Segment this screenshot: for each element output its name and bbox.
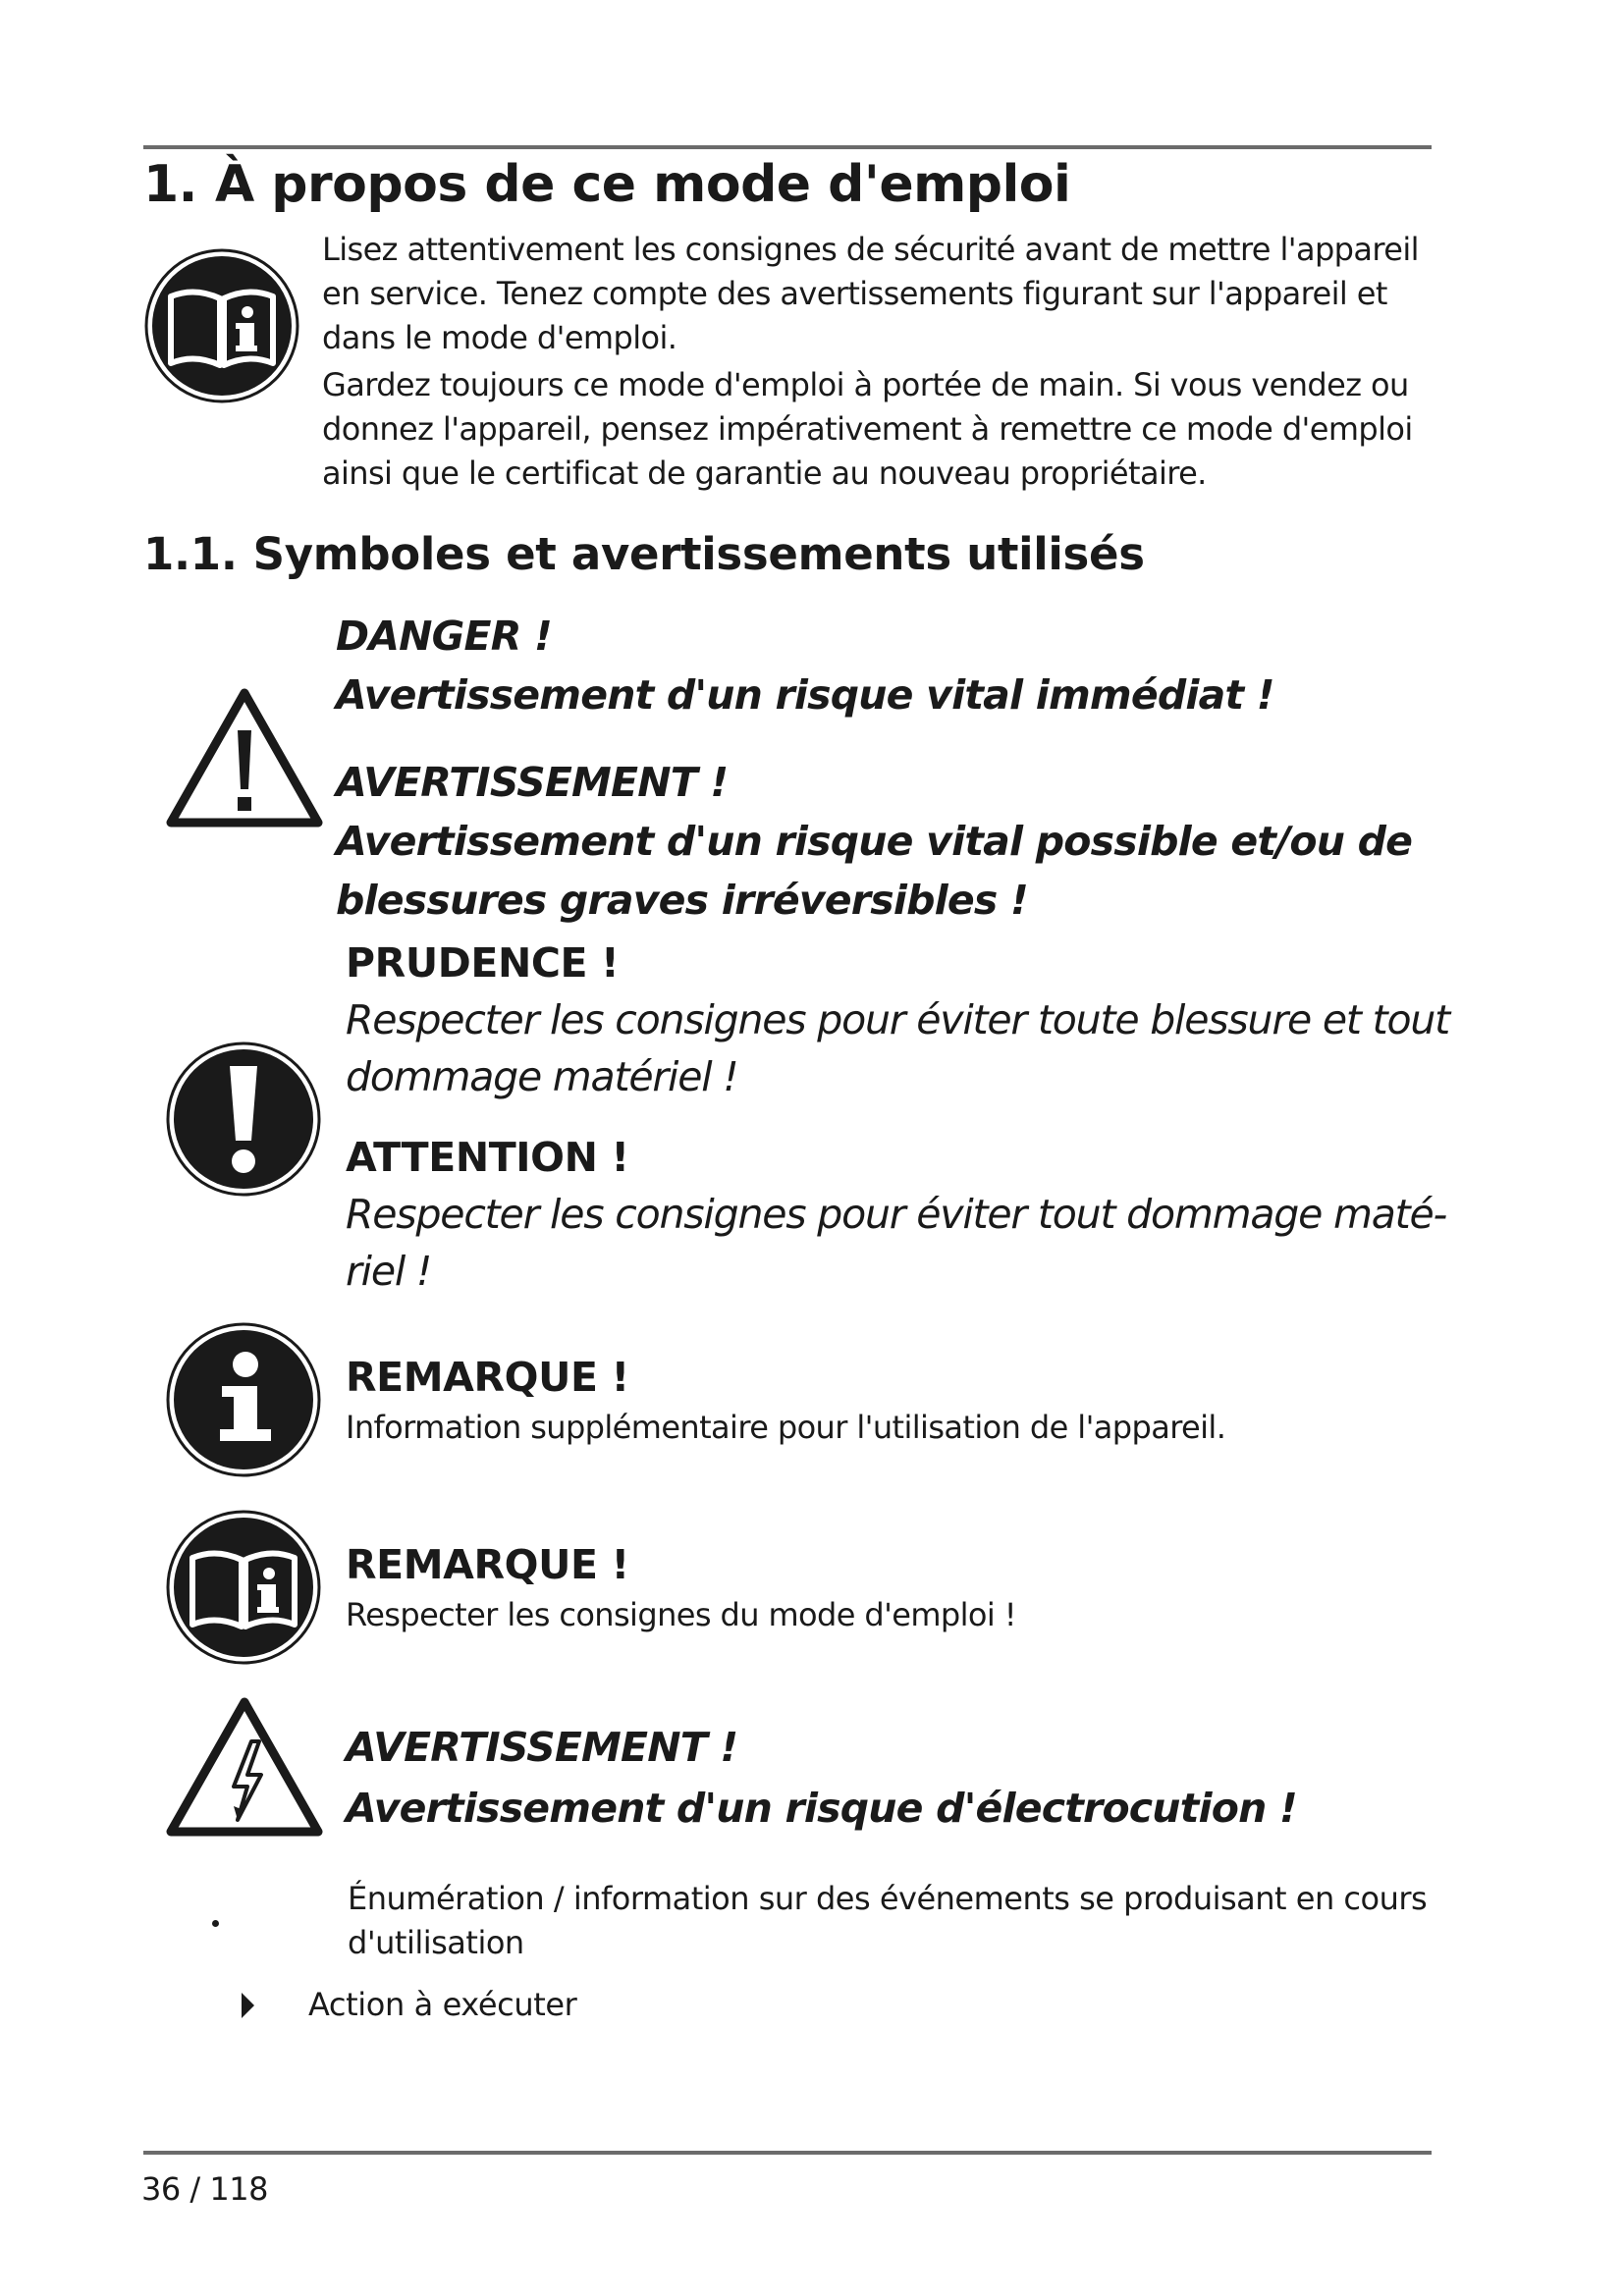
electric-title: AVERTISSEMENT ! bbox=[346, 1724, 738, 1771]
section-title: À propos de ce mode d'emploi bbox=[214, 155, 1071, 214]
note-title: REMARQUE ! bbox=[346, 1541, 629, 1588]
intro-paragraph: Gardez toujours ce mode d'emploi à portée de main. Si vous vendez ou donnez l'appareil, pensez impérativement à remettre ce mode d'emploi ainsi que le certificat de garantie au nouveau propriétaire. bbox=[322, 366, 1413, 492]
attention-block bbox=[346, 1129, 1446, 1300]
caution-text: Respecter les consignes pour éviter toute blessure et tout bbox=[346, 996, 1450, 1043]
danger-block bbox=[336, 607, 1274, 724]
note-title: REMARQUE ! bbox=[346, 1354, 629, 1401]
subsection-number: 1.1. bbox=[143, 528, 238, 580]
section-number: 1. bbox=[143, 155, 197, 214]
bullet-text: Énumération / information sur des événements se produisant en cours d'utilisation bbox=[348, 1880, 1428, 1961]
danger-title: DANGER ! bbox=[336, 613, 552, 660]
book-info-icon bbox=[143, 247, 300, 404]
arrow-right-icon bbox=[242, 1993, 254, 2018]
bullet-icon bbox=[212, 1920, 219, 1927]
note-block bbox=[346, 1349, 1225, 1449]
intro-text bbox=[322, 228, 1432, 496]
book-info-icon bbox=[165, 1509, 322, 1666]
intro-paragraph: Lisez attentivement les consignes de sécurité avant de mettre l'appareil en service. Tenez compte des avertissements figurant sur l'appareil et dans le mode d'emploi. bbox=[322, 231, 1419, 356]
attention-text: riel ! bbox=[346, 1248, 432, 1295]
note-text: Information supplémentaire pour l'utilisation de l'appareil. bbox=[346, 1409, 1226, 1446]
note-text: Respecter les consignes du mode d'emploi ! bbox=[346, 1596, 1017, 1633]
info-circle-icon bbox=[165, 1321, 322, 1478]
electric-block bbox=[346, 1716, 1297, 1838]
electric-text: Avertissement d'un risque d'électrocution ! bbox=[346, 1785, 1297, 1832]
attention-title: ATTENTION ! bbox=[346, 1134, 629, 1181]
action-text: Action à exécuter bbox=[308, 1986, 577, 2023]
bottom-rule bbox=[143, 2151, 1432, 2155]
attention-text: Respecter les consignes pour éviter tout dommage maté- bbox=[346, 1191, 1447, 1238]
top-rule bbox=[143, 145, 1432, 149]
electric-hazard-triangle-icon bbox=[165, 1696, 324, 1840]
manual-note-block bbox=[346, 1536, 1016, 1636]
exclamation-circle-icon bbox=[165, 1041, 322, 1198]
warning-triangle-exclamation-icon bbox=[165, 687, 324, 830]
caution-block bbox=[346, 934, 1449, 1105]
section-heading bbox=[143, 155, 1070, 214]
caution-title: PRUDENCE ! bbox=[346, 939, 620, 987]
warning-block bbox=[336, 753, 1412, 930]
caution-text: dommage matériel ! bbox=[346, 1053, 738, 1100]
subsection-heading bbox=[143, 528, 1145, 580]
danger-text: Avertissement d'un risque vital immédiat ! bbox=[336, 671, 1274, 719]
warning-title: AVERTISSEMENT ! bbox=[336, 759, 729, 806]
warning-text: blessures graves irréversibles ! bbox=[336, 877, 1028, 924]
subsection-title: Symboles et avertissements utilisés bbox=[252, 528, 1145, 580]
page-number: 36 / 118 bbox=[141, 2170, 268, 2208]
warning-text: Avertissement d'un risque vital possible et/ou de bbox=[336, 818, 1413, 865]
